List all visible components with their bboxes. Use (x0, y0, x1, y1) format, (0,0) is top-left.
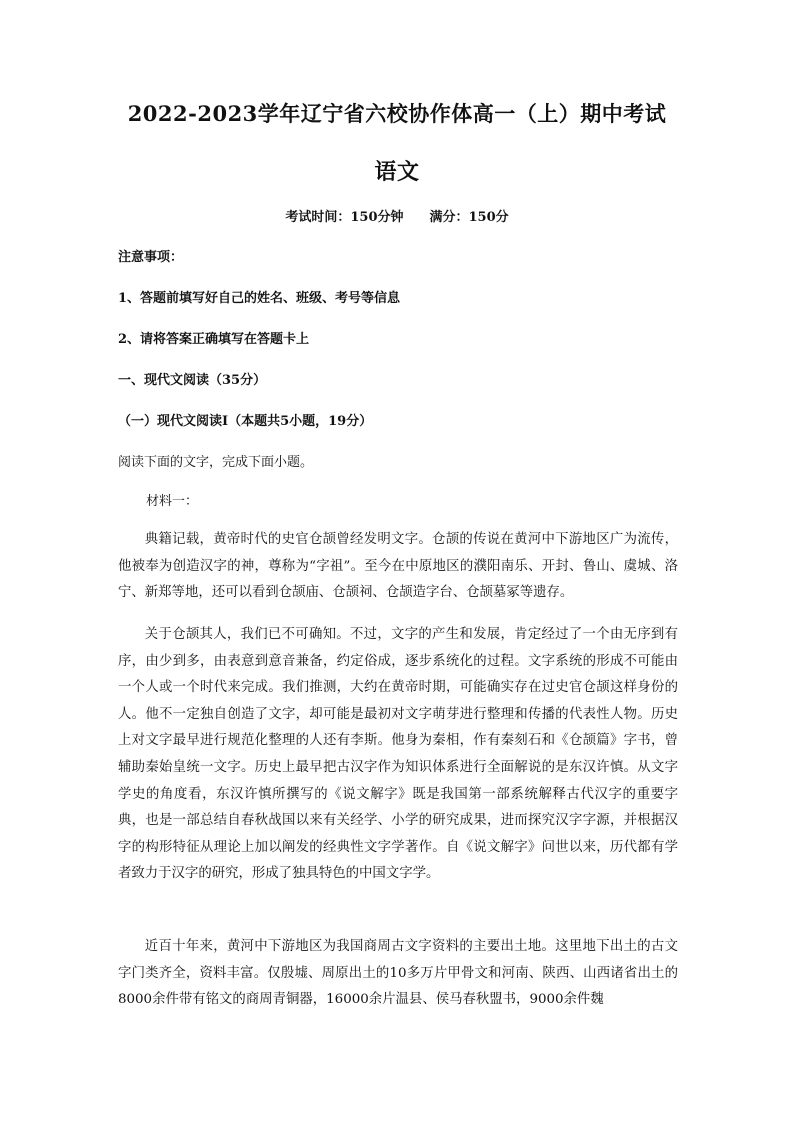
full-score: 满分：150分 (429, 210, 509, 225)
paragraph-1: 典籍记载，黄帝时代的史官仓颉曾经发明文字。仓颉的传说在黄河中下游地区广为流传，他被奉为创造汉字的神，尊称为“字祖”。至今在中原地区的濮阳南乐、开封、鲁山、虞城、洛宁、新郑等地，还可以看到仓颉庙、仓颉祠、仓颉造字台、仓颉墓冢等遗存。 (118, 532, 678, 601)
exam-title: 2022-2023学年辽宁省六校协作体高一（上）期中考试 (127, 101, 667, 126)
reading-instruction: 阅读下面的文字，完成下面小题。 (118, 455, 314, 470)
note-item-1: 1、答题前填写好自己的姓名、班级、考号等信息 (118, 291, 401, 306)
section-heading: 一、现代文阅读（35分） (118, 373, 267, 388)
exam-meta (0, 206, 794, 225)
paragraph-3: 近百十年来，黄河中下游地区为我国商周古文字资料的主要出土地。这里地下出土的古文字门类齐全，资料丰富。仅殷墟、周原出土的10多万片甲骨文和河南、陕西、山西诸省出土的8000余件带有铭文的商周青铜器，16000余片温县、侯马春秋盟书，9000余件魏 (118, 939, 678, 1008)
notes-heading: 注意事项： (118, 250, 184, 265)
material-label: 材料一： (146, 494, 199, 509)
subsection-heading: （一）现代文阅读Ⅰ（本题共5小题，19分） (118, 414, 373, 429)
exam-time: 考试时间：150分钟 (285, 210, 404, 225)
note-item-2: 2、请将答案正确填写在答题卡上 (118, 332, 310, 347)
subject-title: 语文 (374, 159, 420, 185)
paragraph-2: 关于仓颉其人，我们已不可确知。不过，文字的产生和发展，肯定经过了一个由无序到有序，由少到多，由表意到意音兼备，约定俗成，逐步系统化的过程。文字系统的形成不可能由一个人或一个时代来完成。我们推测，大约在黄帝时期，可能确实存在过史官仓颉这样身份的人。他不一定独自创造了文字，却可能是最初对文字萌芽进行整理和传播的代表性人物。历史上对文字最早进行规范化整理的人还有李斯。他身为秦相，作有秦刻石和《仓颉篇》字书，曾辅助秦始皇统一文字。历史上最早把古汉字作为知识体系进行全面解说的是东汉许慎。从文字学史的角度看，东汉许慎所撰写的《说文解字》既是我国第一部系统解释古代汉字的重要字典，也是一部总结自春秋战国以来有关经学、小学的研究成果，进而探究汉字字源，并根据汉字的构形特征从理论上加以阐发的经典性文字学著作。自《说文解字》问世以来，历代都有学者致力于汉字的研究，形成了独具特色的中国文字学。 (118, 627, 678, 882)
